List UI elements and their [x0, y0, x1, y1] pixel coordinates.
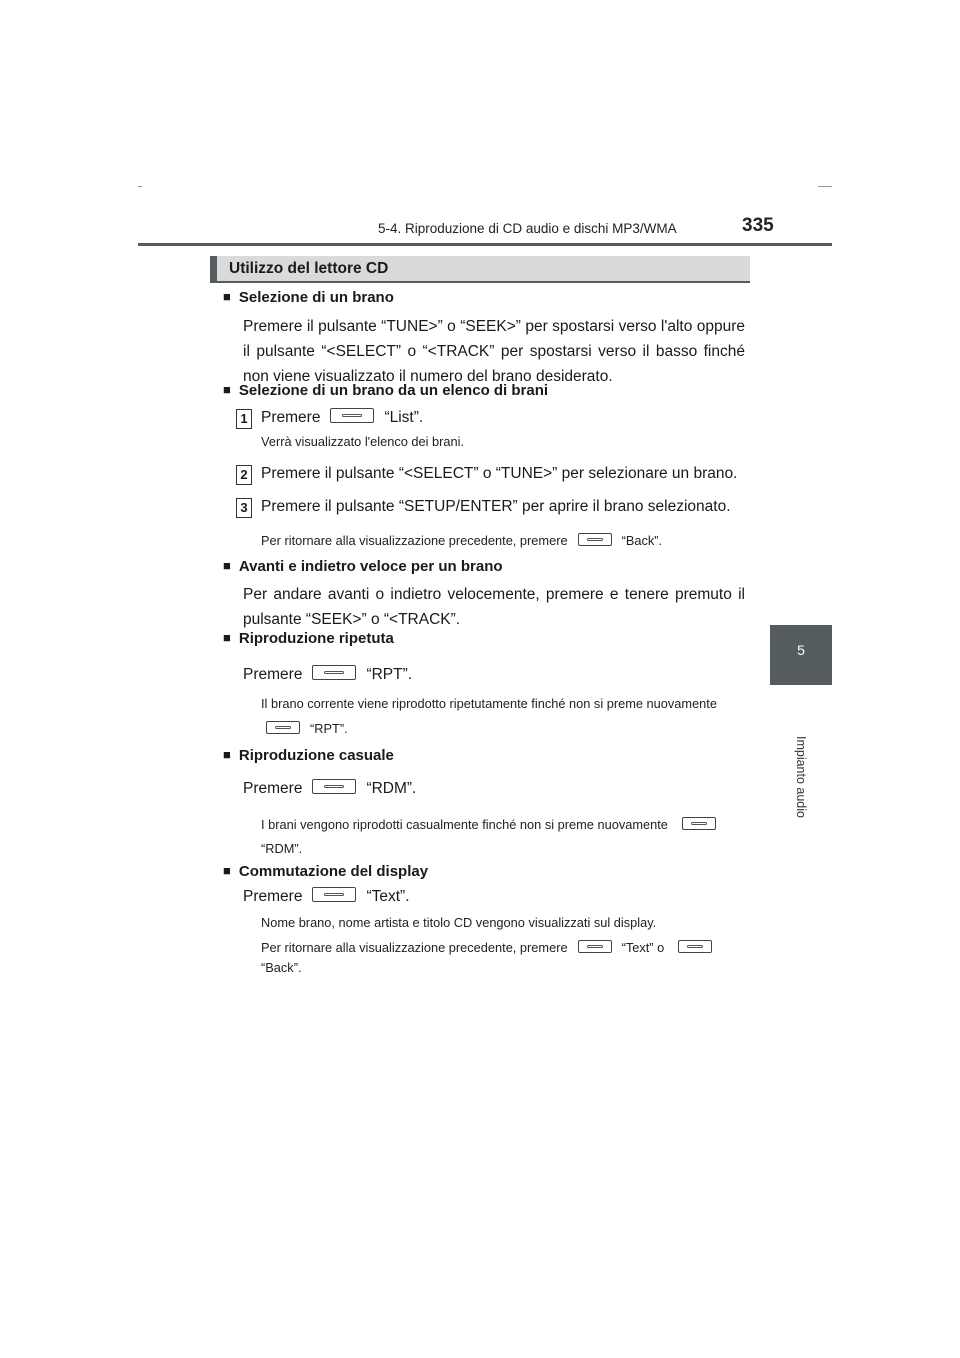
step-1-note: Verrà visualizzato l'elenco dei brani. [261, 434, 465, 449]
heading-fast-forward: ■ Avanti e indietro veloce per un brano [223, 558, 503, 575]
repeat-note: Il brano corrente viene riprodotto ripetutamente finché non si preme nuovamente [261, 696, 717, 711]
display-label: “Text”. [366, 888, 410, 905]
heading-repeat: ■ Riproduzione ripetuta [223, 630, 394, 647]
heading-select-from-list: ■ Selezione di un brano da un elenco di brani [223, 382, 548, 399]
chapter-header: 5-4. Riproduzione di CD audio e dischi MP3/WMA [378, 221, 677, 236]
chapter-tab-label: Impianto audio [794, 735, 808, 818]
section-title: Utilizzo del lettore CD [229, 260, 389, 277]
display-back-mid: “Text” o [621, 940, 665, 955]
repeat-label: “RPT”. [366, 666, 413, 683]
back-note [261, 533, 662, 548]
screen-button-icon [312, 779, 356, 794]
repeat-note-label: “RPT”. [310, 721, 348, 736]
random-note-label: “RDM”. [261, 841, 303, 856]
page-number: 335 [742, 215, 774, 236]
random-note-text: I brani vengono riprodotti casualmente finché non si preme nuovamente [261, 817, 668, 832]
display-back-note [261, 940, 722, 955]
repeat-instruction [243, 666, 412, 684]
screen-button-icon [578, 940, 612, 953]
repeat-text: Premere [243, 666, 303, 683]
section-title-bar [210, 256, 750, 283]
step-number-1: 1 [236, 409, 252, 429]
heading-display: ■ Commutazione del display [223, 863, 428, 880]
screen-button-icon [578, 533, 612, 546]
screen-button-icon [266, 721, 300, 734]
back-note-text: Per ritornare alla visualizzazione precedente, premere [261, 533, 568, 548]
random-instruction [243, 780, 416, 798]
step-2: Premere il pulsante “<SELECT” o “TUNE>” per selezionare un brano. [261, 465, 738, 482]
display-back-text: Per ritornare alla visualizzazione precedente, premere [261, 940, 568, 955]
crop-mark [818, 186, 832, 187]
back-note-label: “Back”. [621, 533, 663, 548]
random-label: “RDM”. [366, 780, 417, 797]
header-rule [138, 243, 832, 246]
display-text: Premere [243, 888, 303, 905]
step-number-2: 2 [236, 465, 252, 485]
screen-button-icon [682, 817, 716, 830]
display-instruction [243, 888, 410, 906]
display-note: Nome brano, nome artista e titolo CD vengono visualizzati sul display. [261, 915, 657, 930]
random-note [261, 817, 726, 832]
screen-button-icon [312, 665, 356, 680]
step-3: Premere il pulsante “SETUP/ENTER” per aprire il brano selezionato. [261, 498, 731, 515]
heading-random: ■ Riproduzione casuale [223, 747, 394, 764]
crop-mark [138, 186, 142, 187]
step-number-3: 3 [236, 498, 252, 518]
step-1-text: Premere [261, 409, 321, 426]
step-1-label: “List”. [384, 409, 424, 426]
screen-button-icon [330, 408, 374, 423]
repeat-note-line2 [261, 721, 348, 736]
random-text: Premere [243, 780, 303, 797]
step-1 [261, 409, 423, 427]
screen-button-icon [312, 887, 356, 902]
paragraph-select-track: Premere il pulsante “TUNE>” o “SEEK>” per spostarsi verso l'alto oppure il pulsante “<SELECT” o “<TRACK” per spostarsi verso il basso finché non viene visualizzato il numero del brano desiderato. [243, 318, 745, 385]
screen-button-icon [678, 940, 712, 953]
display-back-label: “Back”. [261, 960, 302, 975]
paragraph-fast-forward: Per andare avanti o indietro velocemente, premere e tenere premuto il pulsante “SEEK>” o “<TRACK”. [243, 586, 745, 628]
chapter-tab-number: 5 [797, 642, 805, 658]
heading-select-track: ■ Selezione di un brano [223, 289, 394, 306]
